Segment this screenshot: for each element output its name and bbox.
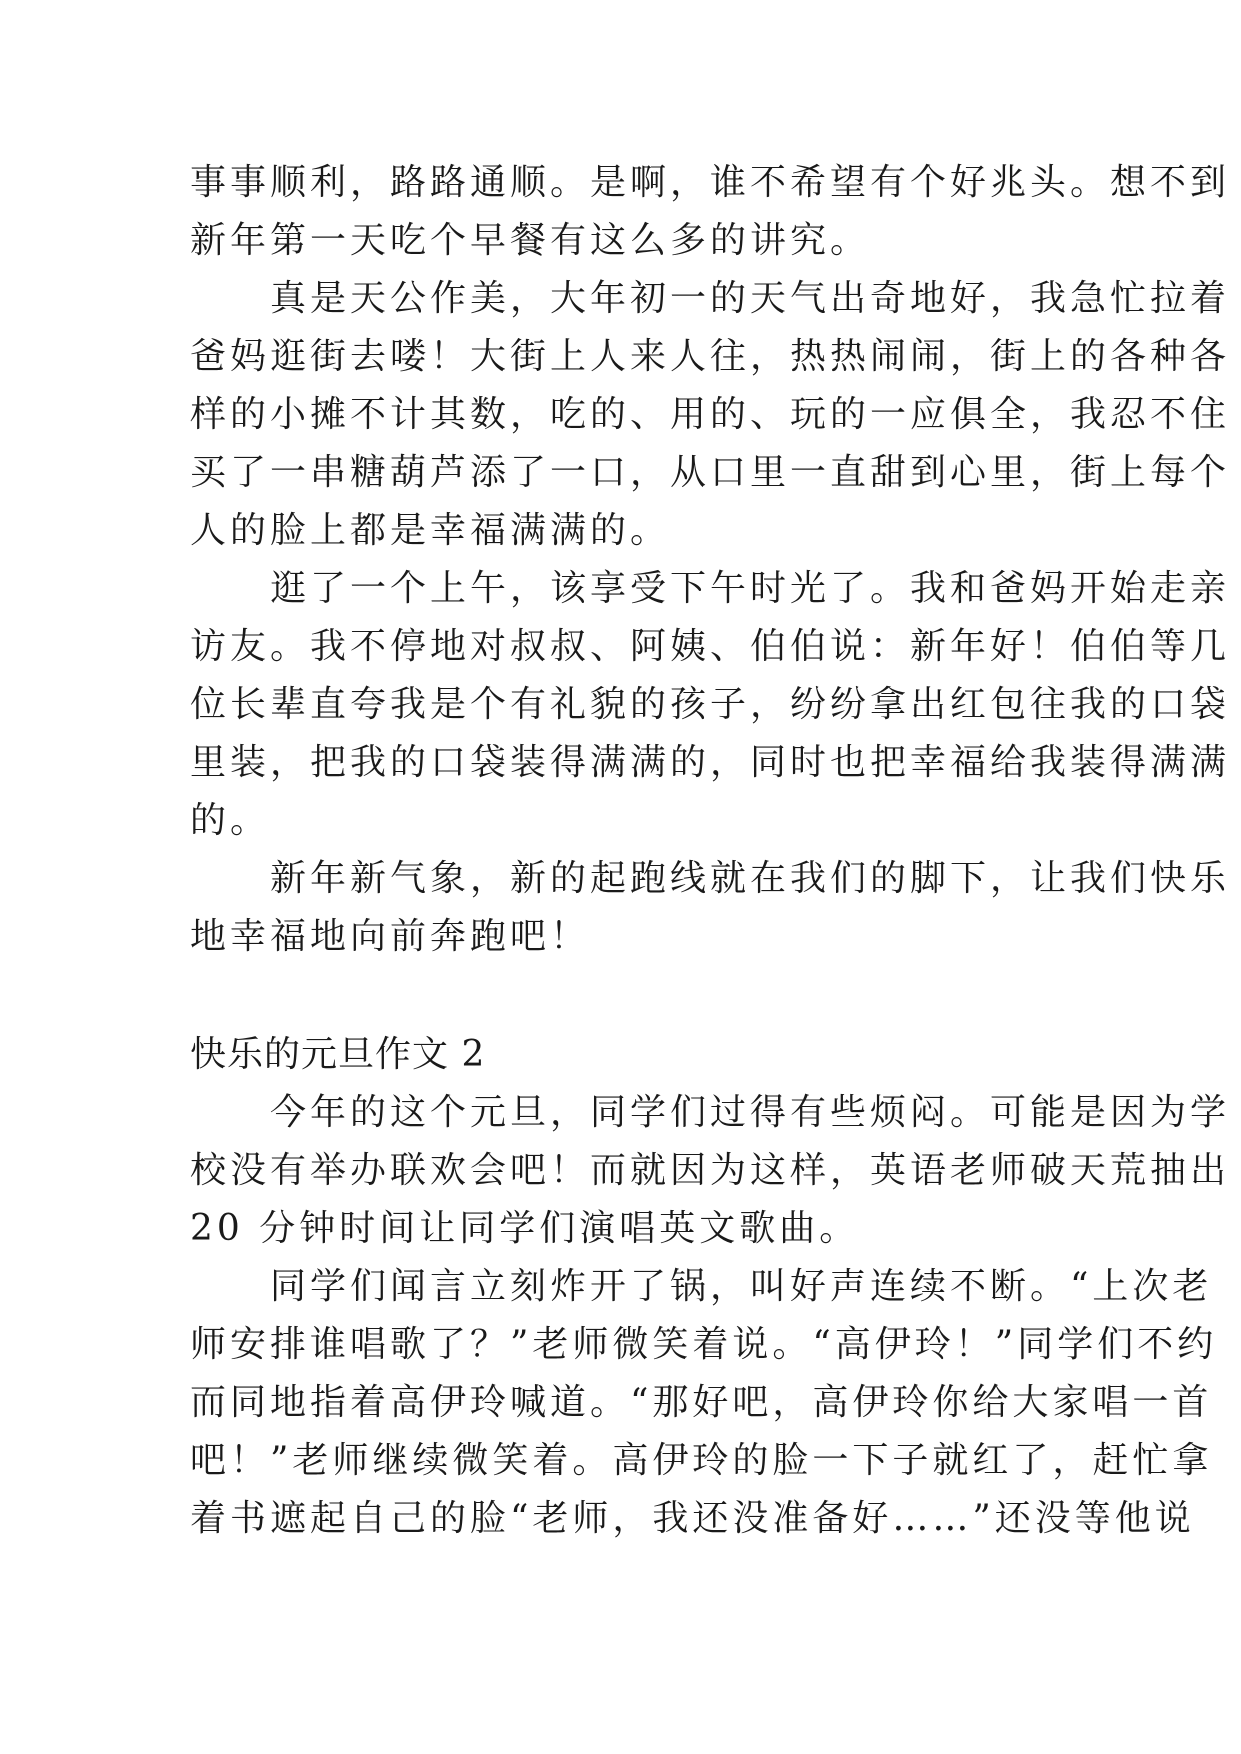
text-line: 位长辈直夸我是个有礼貌的孩子，纷纷拿出红包往我的口袋	[190, 684, 1231, 725]
text-line: 里装，把我的口袋装得满满的，同时也把幸福给我装得满满	[190, 742, 1231, 783]
text-line: 吧！”老师继续微笑着。高伊玲的脸一下子就红了，赶忙拿	[190, 1440, 1213, 1481]
text-line: 着书遮起自己的脸“老师，我还没准备好……”还没等他说	[190, 1498, 1195, 1539]
text-line: 买了一串糖葫芦添了一口，从口里一直甜到心里，街上每个	[190, 452, 1231, 493]
text-line: 校没有举办联欢会吧！而就因为这样，英语老师破天荒抽出	[190, 1150, 1231, 1191]
section-title: 快乐的元旦作文 2	[190, 1034, 486, 1075]
text-line: 事事顺利，路路通顺。是啊，谁不希望有个好兆头。想不到	[190, 162, 1231, 203]
text-line: 地幸福地向前奔跑吧！	[190, 916, 591, 957]
text-line: 师安排谁唱歌了？”老师微笑着说。“高伊玲！”同学们不约	[190, 1324, 1218, 1365]
text-line: 的。	[190, 800, 271, 841]
text-line: 访友。我不停地对叔叔、阿姨、伯伯说：新年好！伯伯等几	[190, 626, 1231, 667]
paragraph-start-line: 今年的这个元旦，同学们过得有些烦闷。可能是因为学	[190, 1092, 1231, 1133]
text-line: 新年第一天吃个早餐有这么多的讲究。	[190, 220, 871, 261]
text-line: 20 分钟时间让同学们演唱英文歌曲。	[190, 1208, 860, 1249]
paragraph-start-line: 同学们闻言立刻炸开了锅，叫好声连续不断。“上次老	[190, 1266, 1213, 1307]
paragraph-start-line: 真是天公作美，大年初一的天气出奇地好，我急忙拉着	[190, 278, 1231, 319]
text-line: 样的小摊不计其数，吃的、用的、玩的一应俱全，我忍不住	[190, 394, 1231, 435]
text-line: 爸妈逛街去喽！大街上人来人往，热热闹闹，街上的各种各	[190, 336, 1231, 377]
paragraph-start-line: 新年新气象，新的起跑线就在我们的脚下，让我们快乐	[190, 858, 1231, 899]
paragraph-start-line: 逛了一个上午，该享受下午时光了。我和爸妈开始走亲	[190, 568, 1231, 609]
text-line: 人的脸上都是幸福满满的。	[190, 510, 671, 551]
text-line: 而同地指着高伊玲喊道。“那好吧，高伊玲你给大家唱一首	[190, 1382, 1213, 1423]
